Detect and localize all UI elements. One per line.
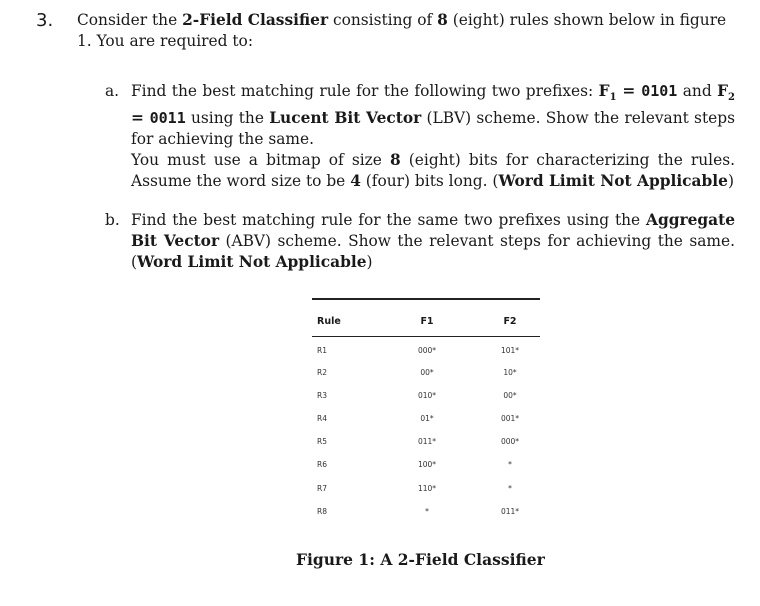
table-top-rule [312,298,540,300]
table-cell: 00* [503,391,517,400]
figure-caption: Figure 1: A 2-Field Classifier [296,550,545,569]
table-cell: * [508,460,512,469]
header-f1: F1 [420,316,434,327]
table-cell: 000* [500,437,520,446]
table-cell: 00* [420,368,434,377]
table-cell: 100* [417,460,437,469]
table-cell: R7 [317,484,327,493]
table-cell: * [508,484,512,493]
table-cell: 011* [417,437,437,446]
table-cell: R8 [317,507,327,516]
part-a [105,81,735,192]
table-cell: R1 [317,346,327,355]
table-cell: R5 [317,437,327,446]
table-cell: 101* [500,346,520,355]
question-intro: Consider the 2-Field Classifier consisting of 8 (eight) rules shown below in figure 1. You are required to: [77,11,727,50]
table-cell: * [425,507,429,516]
table-header-rule [312,336,540,337]
table-cell: R6 [317,460,327,469]
table-cell: R3 [317,391,327,400]
table-cell: R4 [317,414,327,423]
table-cell: 10* [503,368,517,377]
header-rule: Rule [317,316,341,327]
question-number: 3. [36,10,54,31]
table-cell: 010* [417,391,437,400]
part-a-letter: a. [105,82,120,100]
part-b-letter: b. [105,211,120,229]
part-a-paragraph-1: Find the best matching rule for the following two prefixes: $F_1 = 0101$ and $F_2 = 0011$ using the Lucent Bit Vector (LBV) scheme. Show the relevant steps for achieving the same. [131,82,735,149]
table-cell: 110* [417,484,437,493]
part-a-paragraph-2: You must use a bitmap of size 8 (eight) bits for characterizing the rules. Assume the word size to be 4 (four) bits long. (Word Limit Not Applicable) [131,151,736,191]
part-b-paragraph: Find the best matching rule for the same two prefixes using the Aggregate Bit Vector (ABV) scheme. Show the relevant steps for achieving the same. (Word Limit Not Applicable) [131,211,736,271]
header-f2: F2 [503,316,517,327]
part-b [105,210,735,273]
table-cell: 01* [420,414,434,423]
table-cell: 001* [500,414,520,423]
table-cell: 011* [500,507,520,516]
classifier-table [312,298,540,534]
table-cell: 000* [417,346,437,355]
table-cell: R2 [317,368,327,377]
